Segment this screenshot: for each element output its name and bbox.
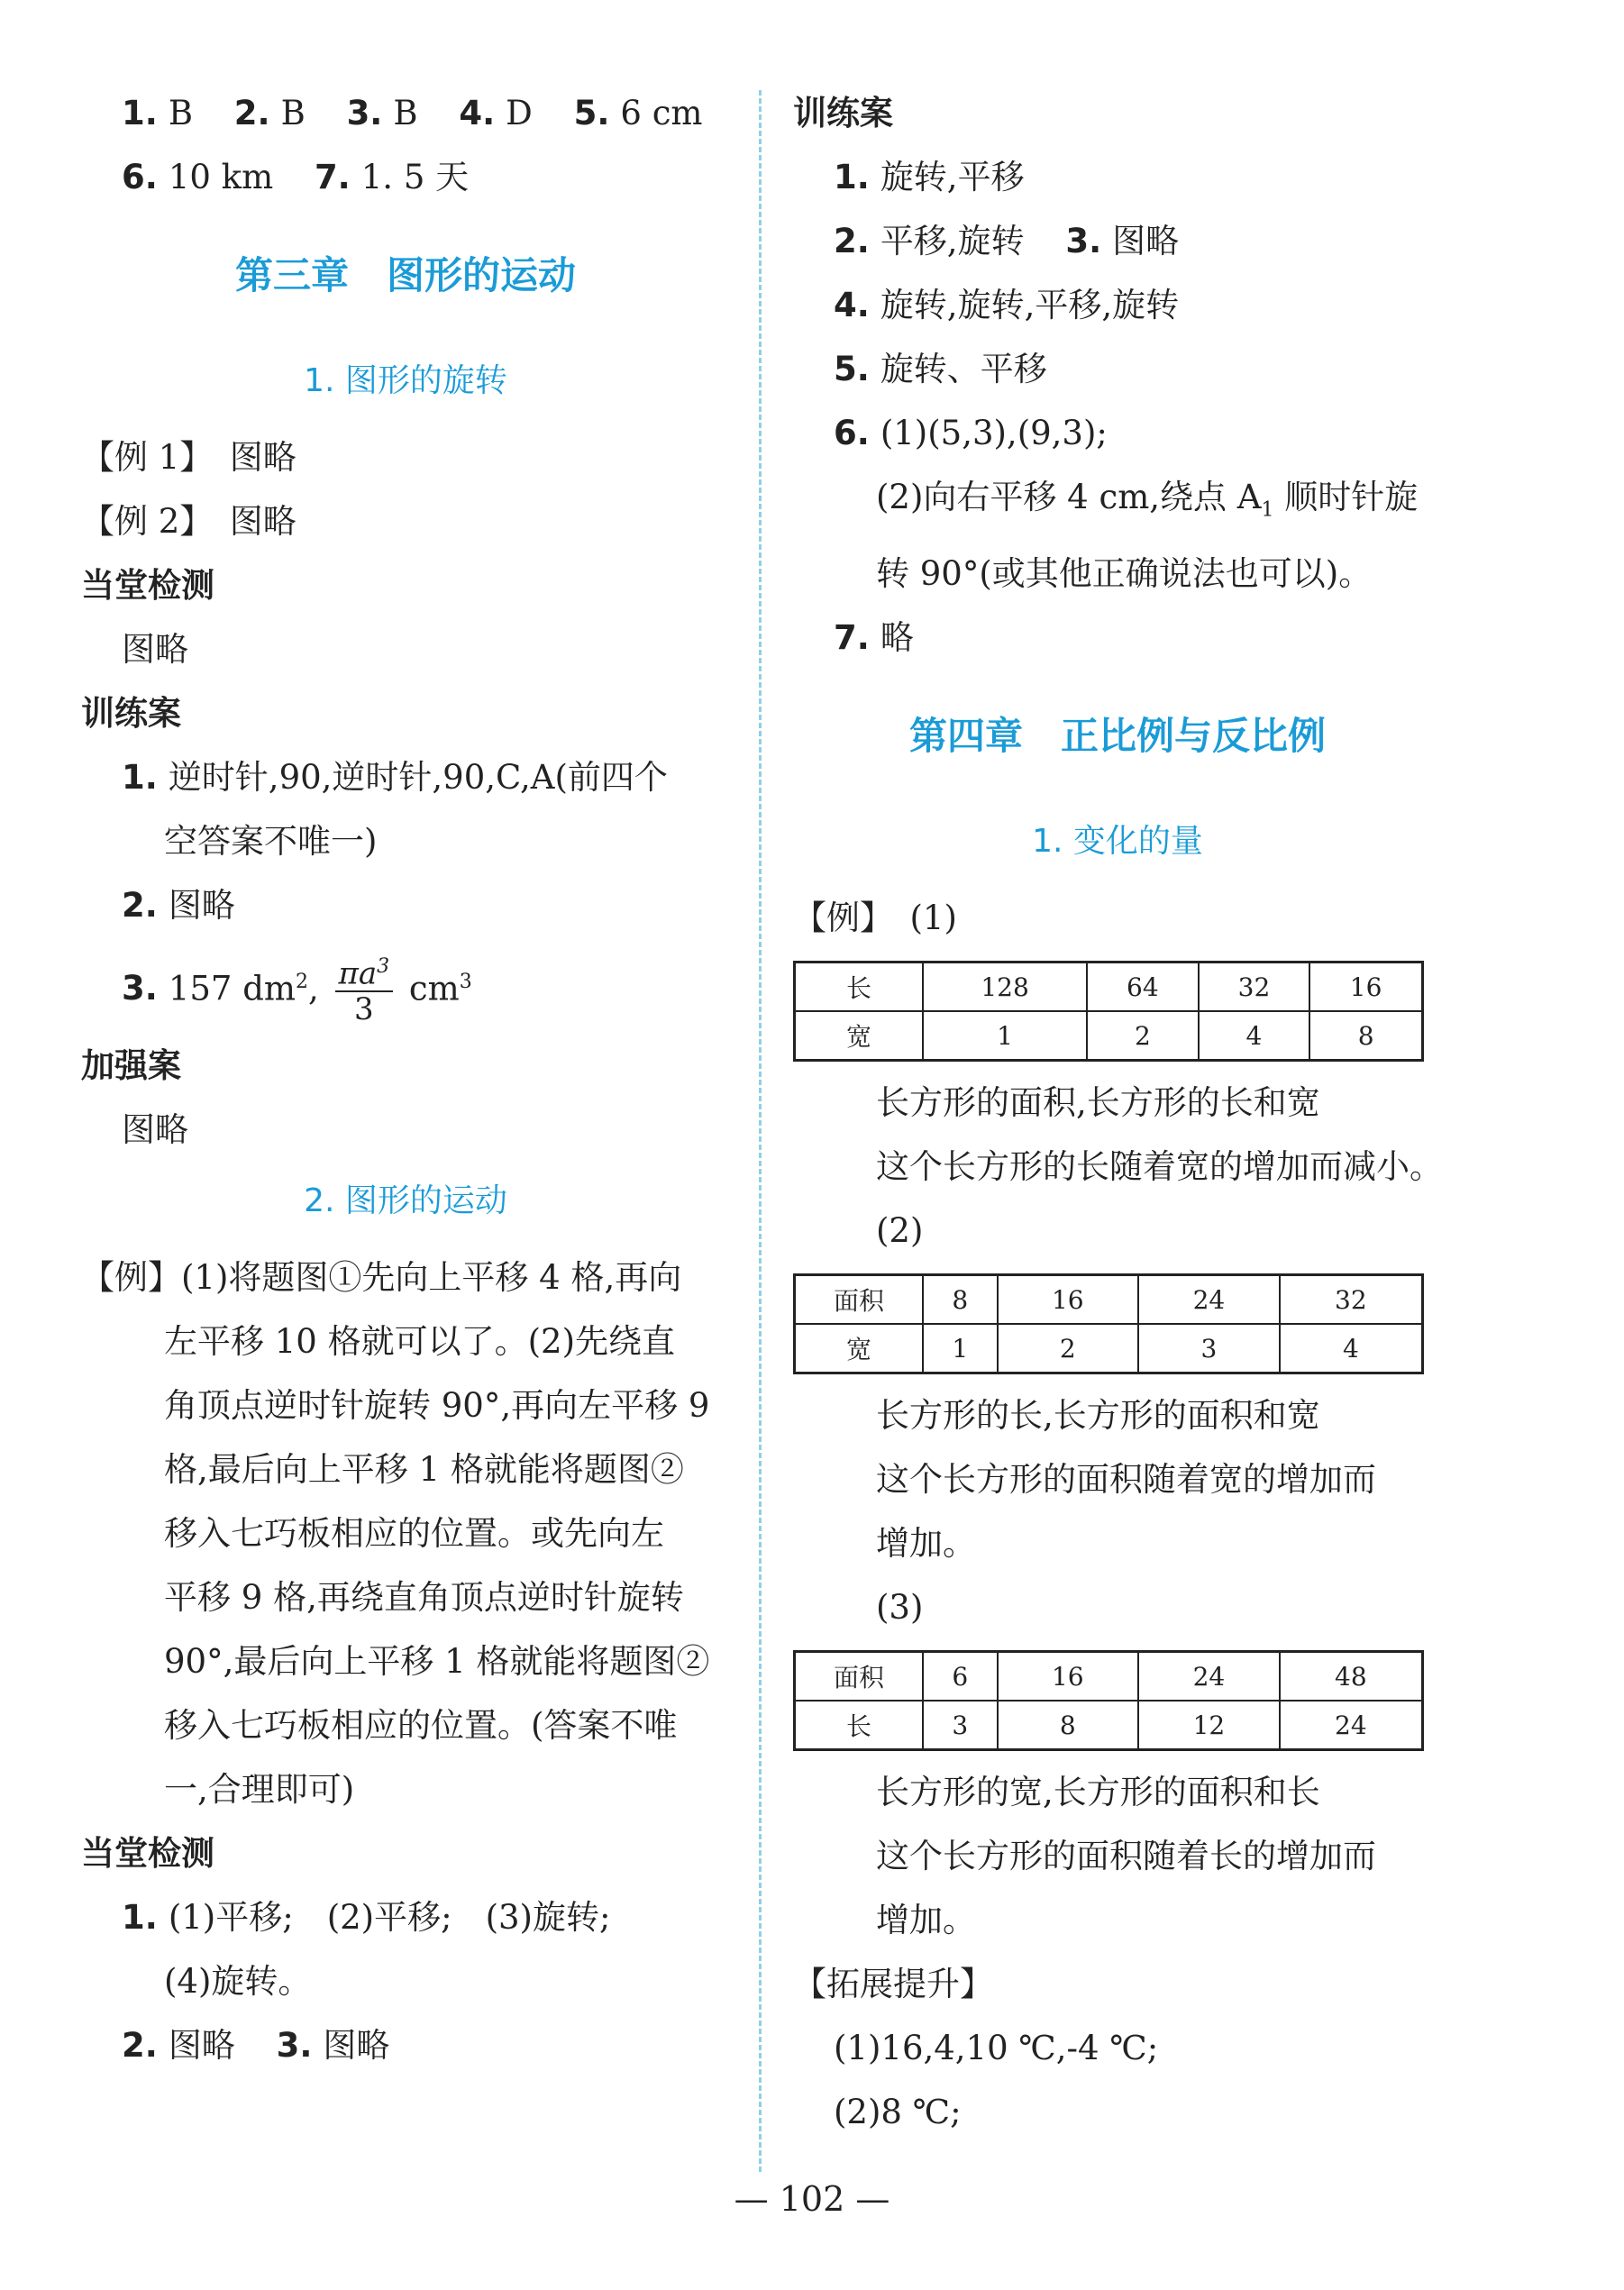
q6-subscript: 1 xyxy=(1261,498,1274,522)
table-cell: 8 xyxy=(923,1275,998,1325)
example-1: 【例 1】 图略 xyxy=(81,438,297,477)
training-heading: 训练案 xyxy=(81,694,181,733)
table-cell: 128 xyxy=(923,963,1087,1012)
motion-example-line: 【例】(1)将题图①先向上平移 4 格,再向 xyxy=(81,1258,682,1298)
example-2: 【例 2】 图略 xyxy=(81,502,297,541)
table-cell: 2 xyxy=(1087,1011,1199,1061)
in-class-check-heading: 当堂检测 xyxy=(81,566,214,605)
part-2-label: (2) xyxy=(876,1211,924,1251)
answer-number: 6. xyxy=(122,158,158,196)
table-cell: 面积 xyxy=(795,1275,924,1325)
table-row xyxy=(795,963,1423,1012)
table-cell: 面积 xyxy=(795,1652,924,1702)
in-class-check-heading-2: 当堂检测 xyxy=(81,1834,214,1874)
table-cell: 32 xyxy=(1280,1275,1423,1325)
training-q6 xyxy=(793,401,1442,465)
question-number: 3. xyxy=(1065,222,1102,260)
table-cell: 16 xyxy=(998,1275,1139,1325)
answers-row-1 xyxy=(81,81,730,145)
left-column xyxy=(81,81,730,2077)
section-rotation-title: 1. 图形的旋转 xyxy=(304,362,507,399)
strengthen-answer: 图略 xyxy=(122,1110,188,1150)
table3-text: 这个长方形的面积随着长的增加而 xyxy=(876,1837,1376,1876)
data-table-1 xyxy=(793,961,1424,1062)
table-cell: 6 xyxy=(923,1652,998,1702)
training-item xyxy=(793,209,1442,273)
column-divider xyxy=(759,90,762,2172)
table-row xyxy=(795,1652,1423,1702)
table-row xyxy=(795,1011,1423,1061)
question-number: 4. xyxy=(834,286,870,324)
table3-text: 长方形的宽,长方形的面积和长 xyxy=(876,1773,1320,1812)
table-cell: 1 xyxy=(923,1324,998,1373)
motion-example-line: 左平移 10 格就可以了。(2)先绕直 xyxy=(164,1322,676,1362)
answer-number: 4. xyxy=(459,94,496,132)
answer-number: 2. xyxy=(233,94,270,132)
training-item xyxy=(793,273,1442,337)
extension-answer: (2)8 ℃; xyxy=(834,2093,962,2132)
table-cell: 4 xyxy=(1199,1011,1310,1061)
answer-number: 3. xyxy=(346,94,383,132)
motion-example-line: 角顶点逆时针旋转 90°,再向左平移 9 xyxy=(164,1386,710,1426)
training-q2 xyxy=(81,873,730,937)
question-answer: 旋转、平移 xyxy=(880,350,1047,388)
training-item xyxy=(793,337,1442,401)
training-q6-line2 xyxy=(793,465,1442,542)
question-answer: 图略 xyxy=(168,2026,235,2066)
question-number: 3. xyxy=(122,969,158,1008)
answer-text: B xyxy=(393,94,418,132)
question-answer: (1)(5,3),(9,3); xyxy=(880,414,1108,452)
table-cell: 长 xyxy=(795,963,924,1012)
q6-text: 顺时针旋 xyxy=(1273,478,1419,516)
table-row xyxy=(795,1701,1423,1750)
table3-text: 增加。 xyxy=(876,1901,976,1940)
q3-unit-exp: 3 xyxy=(459,971,472,993)
in-class-check-answer: 图略 xyxy=(122,630,188,669)
right-column xyxy=(793,81,1442,2144)
question-answer: 平移,旋转 xyxy=(880,222,1025,260)
table-cell: 4 xyxy=(1280,1324,1423,1373)
part-3-label: (3) xyxy=(876,1588,924,1628)
table-cell: 12 xyxy=(1138,1701,1280,1750)
question-number: 1. xyxy=(834,158,870,196)
q3-area: 157 dm xyxy=(168,969,296,1008)
question-answer: 图略 xyxy=(168,886,235,925)
table2-text: 长方形的长,长方形的面积和宽 xyxy=(876,1396,1320,1436)
data-table-2 xyxy=(793,1273,1424,1374)
table-cell: 48 xyxy=(1280,1652,1423,1702)
table-cell: 24 xyxy=(1138,1275,1280,1325)
q3-frac-denominator: 3 xyxy=(353,991,374,1028)
table-cell: 3 xyxy=(1138,1324,1280,1373)
motion-example-line: 格,最后向上平移 1 格就能将题图② xyxy=(164,1450,684,1490)
answers-row-2 xyxy=(81,145,730,209)
section-motion-title: 2. 图形的运动 xyxy=(304,1182,507,1220)
motion-example-line: 移入七巧板相应的位置。或先向左 xyxy=(164,1514,664,1554)
table2-text: 增加。 xyxy=(876,1524,976,1564)
training-item xyxy=(793,145,1442,209)
question-answer: 略 xyxy=(880,618,914,658)
question-answer: 旋转,旋转,平移,旋转 xyxy=(880,286,1180,324)
motion-example-line: 一,合理即可) xyxy=(164,1770,355,1810)
check-q1-cont: (4)旋转。 xyxy=(164,1962,312,2002)
extension-answer: (1)16,4,10 ℃,-4 ℃; xyxy=(834,2029,1159,2068)
answer-number: 7. xyxy=(314,158,351,196)
question-number: 1. xyxy=(122,1898,158,1938)
question-answer: (1)平移; (2)平移; (3)旋转; xyxy=(168,1898,611,1938)
table-cell: 32 xyxy=(1199,963,1310,1012)
table-row xyxy=(795,1275,1423,1325)
table-cell: 3 xyxy=(923,1701,998,1750)
q3-comma: , xyxy=(307,969,319,1008)
table1-text: 长方形的面积,长方形的长和宽 xyxy=(876,1083,1320,1123)
chapter-3-title: 第三章 图形的运动 xyxy=(234,253,576,297)
table-cell: 16 xyxy=(998,1652,1139,1702)
table-cell: 长 xyxy=(795,1701,924,1750)
question-number: 5. xyxy=(834,350,870,388)
answer-number: 1. xyxy=(122,94,158,132)
page-number: — 102 — xyxy=(734,2179,890,2219)
answer-text: 10 km xyxy=(168,158,274,196)
table-cell: 24 xyxy=(1280,1701,1423,1750)
q3-unit: cm xyxy=(408,969,460,1008)
question-number: 2. xyxy=(122,2026,158,2066)
table-cell: 8 xyxy=(1309,1011,1422,1061)
question-answer: 旋转,平移 xyxy=(880,158,1025,196)
data-table-3 xyxy=(793,1650,1424,1751)
table-row xyxy=(795,1324,1423,1373)
answer-text: B xyxy=(280,94,306,132)
question-answer: 图略 xyxy=(323,2026,390,2066)
table-cell: 16 xyxy=(1309,963,1422,1012)
answer-text: B xyxy=(168,94,194,132)
question-number: 1. xyxy=(122,758,158,797)
table-cell: 1 xyxy=(923,1011,1087,1061)
check-q2-q3 xyxy=(81,2013,730,2077)
q3-fraction xyxy=(335,955,394,1028)
chapter-4-title: 第四章 正比例与反比例 xyxy=(908,714,1326,759)
q6-text: (2)向右平移 4 cm,绕点 A xyxy=(876,478,1262,516)
table-cell: 2 xyxy=(998,1324,1139,1373)
motion-example-line: 平移 9 格,再绕直角顶点逆时针旋转 xyxy=(164,1578,684,1618)
table2-text: 这个长方形的面积随着宽的增加而 xyxy=(876,1460,1376,1500)
table-cell: 64 xyxy=(1087,963,1199,1012)
question-answer: 图略 xyxy=(1112,222,1180,260)
question-number: 2. xyxy=(834,222,870,260)
section-changing-quantity-title: 1. 变化的量 xyxy=(1032,823,1203,861)
question-number: 2. xyxy=(122,886,158,925)
answer-text: 6 cm xyxy=(620,94,703,132)
q3-frac-numerator: πa xyxy=(338,955,378,992)
answer-text: 1. 5 天 xyxy=(360,158,470,196)
table-cell: 宽 xyxy=(795,1011,924,1061)
table-cell: 24 xyxy=(1138,1652,1280,1702)
example-label: 【例】 (1) xyxy=(793,899,957,938)
training-q6-line3: 转 90°(或其他正确说法也可以)。 xyxy=(876,554,1373,594)
answer-text: D xyxy=(506,94,533,132)
check-q1 xyxy=(81,1885,730,1949)
training-q1 xyxy=(81,745,730,809)
q3-area-exp: 2 xyxy=(295,971,308,993)
training-q3 xyxy=(81,937,730,1034)
motion-example-line: 90°,最后向上平移 1 格就能将题图② xyxy=(164,1642,710,1682)
question-number: 3. xyxy=(276,2026,313,2066)
extension-heading: 【拓展提升】 xyxy=(793,1965,993,2004)
training-q1-cont: 空答案不唯一) xyxy=(164,822,378,861)
q3-frac-exp: 3 xyxy=(377,955,390,979)
answer-number: 5. xyxy=(573,94,610,132)
motion-example-line: 移入七巧板相应的位置。(答案不唯 xyxy=(164,1706,678,1746)
training-q7 xyxy=(793,606,1442,670)
table-cell: 宽 xyxy=(795,1324,924,1373)
table1-text: 这个长方形的长随着宽的增加而减小。 xyxy=(876,1147,1443,1187)
question-answer: 逆时针,90,逆时针,90,C,A(前四个 xyxy=(168,758,668,797)
question-number: 6. xyxy=(834,414,870,452)
table-cell: 8 xyxy=(998,1701,1139,1750)
training-heading-right: 训练案 xyxy=(793,94,893,132)
question-number: 7. xyxy=(834,618,870,658)
strengthen-heading: 加强案 xyxy=(81,1046,181,1086)
